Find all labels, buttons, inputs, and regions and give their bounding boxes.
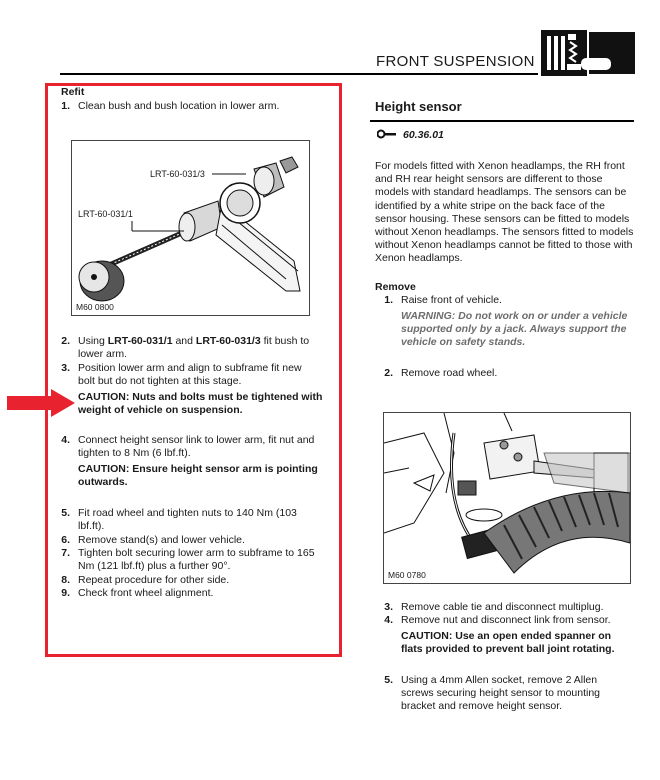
height-sensor-drawing [384,413,630,583]
section-title: FRONT SUSPENSION [376,53,535,70]
intro-paragraph: For models fitted with Xenon headlamps, the RH front and RH rear height sensors are different to those models with standard headlamps. The sensors can be identified by a white stripe on the back face of the sensor housing. These sensors can be fitted to models without Xenon headlamps. The sensors fitted to models without Xenon headlamps cannot be fitted to those with Xenon headlamps. [375,160,634,265]
page-heading: Height sensor [375,99,462,114]
red-arrow-icon [7,389,75,417]
caution-note: CAUTION: Nuts and bolts must be tightened with weight of vehicle on suspension. [78,391,323,417]
height-sensor-figure [383,412,631,584]
figure-code: M60 0780 [388,570,426,580]
figure-code: M60 0800 [76,302,114,312]
refit-heading: Refit [61,86,85,98]
suspension-section-icon [541,30,637,76]
bush-tool-drawing [72,141,309,315]
caution-note: CAUTION: Use an open ended spanner on flats provided to prevent ball joint rotating. [401,630,615,656]
spanner-icon [377,129,397,139]
warning-note: WARNING: Do not work on or under a vehicle supported only by a jack. Always support the vehicle on safety stands. [401,310,628,349]
figure-label-tool3: LRT-60-031/3 [150,169,205,179]
caution-note: CAUTION: Ensure height sensor arm is pointing outwards. [78,463,318,489]
header-rule [60,73,538,75]
bush-tool-figure [71,140,310,316]
heading-rule [370,120,634,122]
figure-label-tool1: LRT-60-031/1 [78,209,133,219]
remove-heading: Remove [375,281,416,293]
operation-code: 60.36.01 [403,129,444,141]
